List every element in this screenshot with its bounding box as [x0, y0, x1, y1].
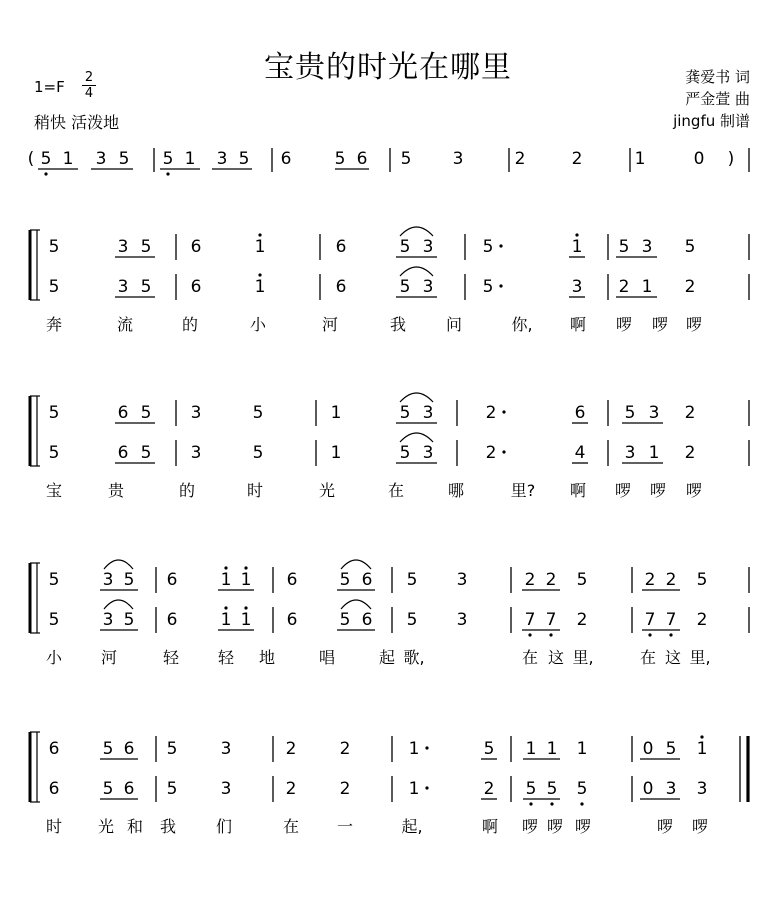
intro-note: 6: [356, 149, 368, 169]
lower-voice-note: 5: [48, 277, 60, 297]
lower-voice-note: 2: [684, 277, 696, 297]
upper-voice-note: 1: [576, 739, 588, 759]
low-octave-dot: [580, 802, 583, 805]
lower-voice-note: 1: [254, 277, 266, 297]
intro-close-paren: ): [727, 149, 735, 169]
upper-voice-note: 6: [48, 739, 60, 759]
upper-voice-note: 5: [665, 739, 677, 759]
lower-voice-note: 3: [102, 610, 114, 630]
lower-voice-note: 5: [123, 610, 135, 630]
lower-voice-note: 6: [48, 779, 60, 799]
lower-voice-note: 5: [482, 277, 494, 297]
upper-voice-note-high-dot: [244, 566, 247, 569]
lyric-syllable: 轻: [217, 648, 235, 667]
intro-note: 5: [400, 149, 412, 169]
upper-voice-note: 1: [525, 739, 537, 759]
intro-note: 3: [95, 149, 107, 169]
lyric-syllable: 在: [282, 817, 300, 836]
upper-voice-note: 3: [117, 237, 129, 257]
upper-voice-note: 2: [285, 739, 297, 759]
intro-note: 5: [334, 149, 346, 169]
lyric-syllable: 时: [246, 481, 264, 500]
time-signature-bottom: 4: [82, 85, 96, 101]
upper-voice-note: 3: [422, 403, 434, 423]
lyric-syllable: 这: [664, 648, 682, 667]
lower-voice-note: 1: [408, 779, 420, 799]
lower-voice-note: 3: [422, 277, 434, 297]
upper-voice-note: 1: [408, 739, 420, 759]
lyric-syllable: 在: [387, 481, 405, 500]
lower-voice-note-high-dot: [224, 606, 227, 609]
upper-voice-note: 6: [335, 237, 347, 257]
lower-voice-note: 5: [399, 443, 411, 463]
upper-voice-note: 3: [641, 237, 653, 257]
upper-voice-note: 5: [123, 570, 135, 590]
lyric-syllable: 起,: [401, 817, 423, 836]
low-octave-dot: [549, 633, 552, 636]
lyric-syllable: 啰: [546, 817, 564, 836]
intro-open-paren: (: [27, 149, 35, 169]
lower-voice-note: 5: [140, 443, 152, 463]
lower-voice-note: 5: [525, 779, 537, 799]
upper-voice-note: 2: [485, 403, 497, 423]
lower-voice-note: 2: [618, 277, 630, 297]
upper-voice-note: 2: [684, 403, 696, 423]
lower-voice-note: 6: [123, 779, 135, 799]
engraver-credit: jingfu 制谱: [673, 112, 750, 130]
lyric-syllable: 啰: [574, 817, 592, 836]
lower-voice-note: 5: [576, 779, 588, 799]
lower-voice-note: 6: [286, 610, 298, 630]
intro-note: 5: [238, 149, 250, 169]
lower-voice-note: 3: [456, 610, 468, 630]
lower-voice-note: 5: [252, 443, 264, 463]
lyric-syllable: 在: [639, 648, 657, 667]
upper-voice-note: 3: [456, 570, 468, 590]
upper-voice-note-high-dot: [224, 566, 227, 569]
upper-voice-note-augmentation-dot: [502, 410, 505, 413]
upper-voice-note: 6: [574, 403, 586, 423]
upper-voice-note: 1: [546, 739, 558, 759]
low-octave-dot: [44, 172, 47, 175]
lower-voice-note: 6: [335, 277, 347, 297]
lyric-syllable: 轻: [162, 648, 180, 667]
upper-voice-note: 5: [48, 403, 60, 423]
lyric-syllable: 在: [521, 648, 539, 667]
upper-voice-note: 6: [190, 237, 202, 257]
upper-slur: [104, 560, 133, 569]
lower-voice-note: 3: [696, 779, 708, 799]
lyric-syllable: 我: [389, 315, 407, 334]
composer-credit: 严金萱 曲: [685, 90, 750, 108]
lyric-syllable: 啊: [569, 481, 587, 500]
upper-voice-note: 3: [220, 739, 232, 759]
lower-voice-note: 3: [624, 443, 636, 463]
lower-voice-note: 5: [48, 443, 60, 463]
lower-voice-note: 1: [648, 443, 660, 463]
upper-slur: [400, 393, 433, 402]
lyric-syllable: 一: [336, 817, 354, 836]
lower-voice-note: 1: [220, 610, 232, 630]
upper-voice-note: 2: [545, 570, 557, 590]
lower-voice-note: 4: [574, 443, 586, 463]
upper-voice-note: 5: [618, 237, 630, 257]
upper-voice-note: 6: [286, 570, 298, 590]
lyric-syllable: 啰: [691, 817, 709, 836]
upper-voice-note: 5: [399, 237, 411, 257]
upper-voice-note: 6: [117, 403, 129, 423]
low-octave-dot: [669, 633, 672, 636]
lower-voice-note-high-dot: [258, 273, 261, 276]
intro-note: 5: [118, 149, 130, 169]
upper-voice-note: 5: [482, 237, 494, 257]
lyric-syllable: 奔: [45, 315, 63, 334]
upper-voice-note: 5: [624, 403, 636, 423]
upper-voice-note: 5: [166, 739, 178, 759]
lyric-syllable: 啊: [569, 315, 587, 334]
lower-voice-note: 5: [48, 610, 60, 630]
lower-voice-note: 6: [117, 443, 129, 463]
lyric-syllable: 啰: [685, 315, 703, 334]
lower-voice-note: 5: [399, 277, 411, 297]
upper-voice-note: 2: [665, 570, 677, 590]
lyric-syllable: 我: [159, 817, 177, 836]
lower-voice-note: 3: [571, 277, 583, 297]
upper-voice-note: 5: [102, 739, 114, 759]
upper-voice-note: 5: [140, 237, 152, 257]
lower-voice-note: 1: [240, 610, 252, 630]
upper-slur: [341, 560, 371, 569]
intro-note: 2: [571, 149, 583, 169]
lyricist-credit: 龚爱书 词: [685, 68, 750, 86]
intro-note: 6: [280, 149, 292, 169]
lyric-syllable: 歌,: [403, 648, 425, 667]
lower-voice-note: 1: [330, 443, 342, 463]
lyric-syllable: 里?: [510, 481, 536, 500]
lyric-syllable: 贵: [107, 481, 125, 500]
lower-slur: [400, 267, 433, 276]
upper-voice-note: 1: [240, 570, 252, 590]
lyric-syllable: 宝: [45, 481, 63, 500]
upper-voice-note: 3: [422, 237, 434, 257]
lyric-syllable: 河: [321, 315, 339, 334]
lower-voice-note: 3: [422, 443, 434, 463]
lower-voice-note: 5: [166, 779, 178, 799]
lower-voice-note-augmentation-dot: [499, 284, 502, 287]
upper-voice-note: 2: [339, 739, 351, 759]
lower-voice-note-augmentation-dot: [502, 450, 505, 453]
upper-voice-note-high-dot: [258, 233, 261, 236]
upper-voice-note: 1: [330, 403, 342, 423]
upper-voice-note: 6: [361, 570, 373, 590]
intro-note: 5: [162, 149, 174, 169]
lyric-syllable: 啊: [481, 817, 499, 836]
key-signature: 1=F: [34, 78, 65, 96]
upper-voice-note: 5: [252, 403, 264, 423]
lyric-syllable: 地: [258, 648, 276, 667]
lower-voice-note: 3: [665, 779, 677, 799]
lower-voice-note: 2: [485, 443, 497, 463]
upper-voice-note: 2: [644, 570, 656, 590]
upper-voice-note: 1: [254, 237, 266, 257]
tempo-marking: 稍快 活泼地: [34, 113, 120, 132]
lower-voice-note: 5: [546, 779, 558, 799]
upper-voice-note-high-dot: [575, 233, 578, 236]
lyric-syllable: 流: [116, 315, 134, 334]
intro-note: 5: [40, 149, 52, 169]
lower-voice-note: 6: [190, 277, 202, 297]
upper-voice-note: 5: [483, 739, 495, 759]
lower-voice-note-high-dot: [244, 606, 247, 609]
low-octave-dot: [648, 633, 651, 636]
lower-voice-note: 2: [696, 610, 708, 630]
lower-voice-note: 7: [644, 610, 656, 630]
lower-voice-note: 6: [166, 610, 178, 630]
intro-note: 3: [216, 149, 228, 169]
lyric-syllable: 啰: [521, 817, 539, 836]
lyric-syllable: 啰: [685, 481, 703, 500]
intro-note: 2: [514, 149, 526, 169]
lower-voice-note: 0: [642, 779, 654, 799]
upper-voice-note: 5: [406, 570, 418, 590]
lower-voice-note: 2: [339, 779, 351, 799]
intro-note: 0: [693, 149, 705, 169]
lyric-syllable: 小: [249, 315, 267, 334]
upper-voice-note: 1: [571, 237, 583, 257]
upper-voice-note: 5: [48, 570, 60, 590]
lower-voice-note: 1: [641, 277, 653, 297]
upper-voice-note-high-dot: [700, 735, 703, 738]
lyric-syllable: 啰: [656, 817, 674, 836]
upper-slur: [400, 227, 433, 236]
lyric-syllable: 啰: [651, 315, 669, 334]
lyric-syllable: 小: [45, 648, 63, 667]
lower-voice-note: 7: [524, 610, 536, 630]
lyric-syllable: 的: [181, 315, 199, 334]
upper-voice-note: 3: [102, 570, 114, 590]
song-title: 宝贵的时光在哪里: [264, 50, 512, 85]
lyric-syllable: 问: [445, 315, 463, 334]
lyric-syllable: 啰: [614, 481, 632, 500]
upper-voice-note: 5: [140, 403, 152, 423]
low-octave-dot: [550, 802, 553, 805]
upper-voice-note: 5: [399, 403, 411, 423]
lyric-syllable: 光: [97, 817, 115, 836]
upper-voice-note-augmentation-dot: [425, 746, 428, 749]
lower-voice-note: 3: [117, 277, 129, 297]
lyric-syllable: 和: [126, 817, 144, 836]
intro-note: 1: [184, 149, 196, 169]
lower-slur: [341, 600, 371, 609]
lyric-syllable: 哪: [447, 481, 465, 500]
lower-voice-note: 7: [545, 610, 557, 630]
upper-voice-note: 1: [696, 739, 708, 759]
lower-slur: [104, 600, 133, 609]
upper-voice-note: 3: [190, 403, 202, 423]
lyric-syllable: 啰: [649, 481, 667, 500]
lyric-syllable: 起: [378, 648, 396, 667]
lower-voice-note: 5: [339, 610, 351, 630]
upper-voice-note: 5: [684, 237, 696, 257]
time-signature-top: 2: [84, 70, 94, 85]
low-octave-dot: [166, 172, 169, 175]
lower-slur: [400, 433, 433, 442]
upper-voice-note: 5: [48, 237, 60, 257]
lyric-syllable: 河: [100, 648, 118, 667]
lyric-syllable: 你,: [511, 315, 533, 334]
lyric-syllable: 时: [45, 817, 63, 836]
upper-voice-note: 6: [123, 739, 135, 759]
lower-voice-note: 5: [102, 779, 114, 799]
lower-voice-note: 5: [406, 610, 418, 630]
lyric-syllable: 光: [318, 481, 336, 500]
upper-voice-note: 5: [576, 570, 588, 590]
lower-voice-note: 2: [576, 610, 588, 630]
upper-voice-note: 3: [648, 403, 660, 423]
low-octave-dot: [529, 802, 532, 805]
lower-voice-note: 3: [190, 443, 202, 463]
upper-voice-note: 0: [642, 739, 654, 759]
lower-voice-note: 2: [285, 779, 297, 799]
upper-voice-note: 1: [220, 570, 232, 590]
lower-voice-note: 6: [361, 610, 373, 630]
lyric-syllable: 唱: [318, 648, 336, 667]
lower-voice-note: 2: [483, 779, 495, 799]
upper-voice-note: 6: [166, 570, 178, 590]
intro-note: 1: [62, 149, 74, 169]
lower-voice-note-augmentation-dot: [425, 786, 428, 789]
lyric-syllable: 的: [178, 481, 196, 500]
lower-voice-note: 5: [140, 277, 152, 297]
lyric-syllable: 们: [215, 817, 233, 836]
lower-voice-note: 7: [665, 610, 677, 630]
lower-voice-note: 3: [220, 779, 232, 799]
upper-voice-note: 5: [339, 570, 351, 590]
lyric-syllable: 里,: [572, 648, 594, 667]
lyric-syllable: 这: [547, 648, 565, 667]
upper-voice-note-augmentation-dot: [499, 244, 502, 247]
lyric-syllable: 啰: [615, 315, 633, 334]
upper-voice-note: 5: [696, 570, 708, 590]
low-octave-dot: [528, 633, 531, 636]
upper-voice-note: 2: [524, 570, 536, 590]
intro-note: 3: [452, 149, 464, 169]
lower-voice-note: 2: [684, 443, 696, 463]
intro-note: 1: [634, 149, 646, 169]
lyric-syllable: 里,: [689, 648, 711, 667]
